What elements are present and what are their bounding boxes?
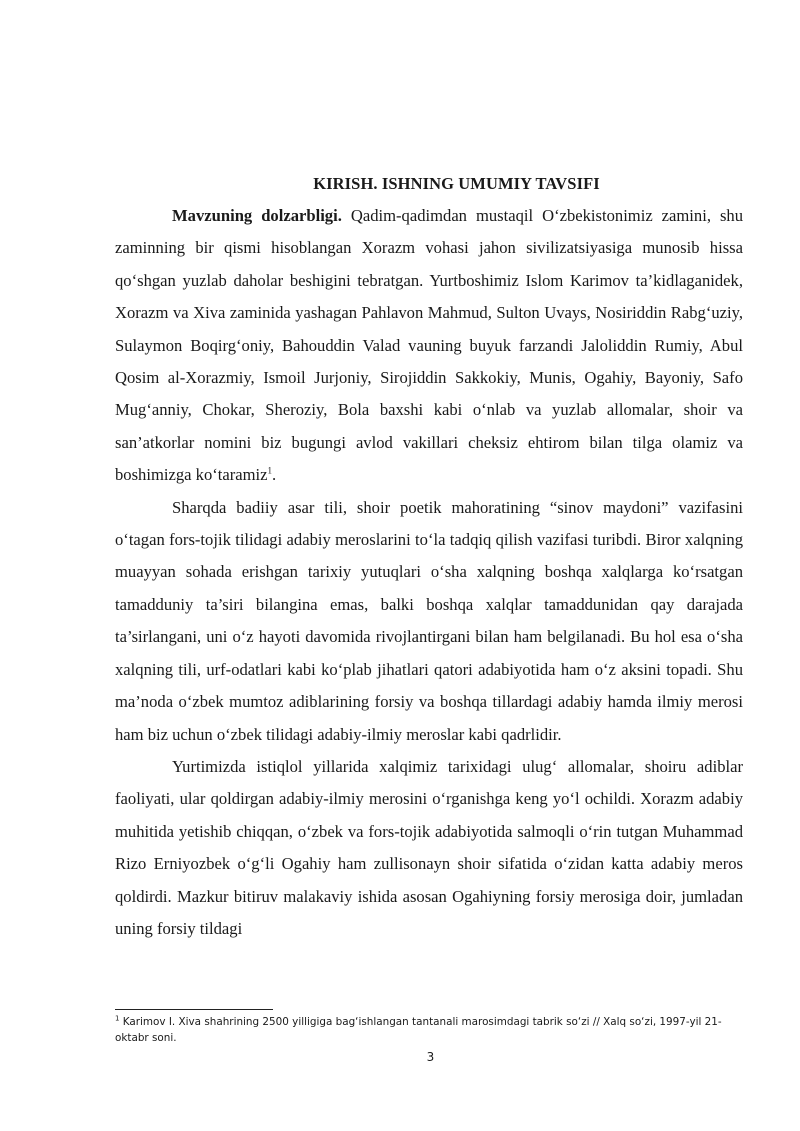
footnote-separator [115,1009,273,1010]
footnote-reference[interactable]: 1 [267,465,273,476]
paragraph-independence: Yurtimizda istiqlol yillarida xalqimiz tarixidagi ulug‘ allomalar, shoiru adiblar faoliyati, ular qoldirgan adabiy-ilmiy merosini o‘rganishga keng yo‘l ochildi. Xorazm adabiy muhitida yetishib chiqqan, o‘zbek va fors-tojik adabiyotida salmoqli o‘rin tutgan Muhammad Rizo Erniyozbek o‘g‘li Ogahiy ham zullisonayn shoir sifatida o‘zidan katta adabiy meros qoldirdi. Mazkur bitiruv malakaviy ishida asosan Ogahiyning forsiy merosiga doir, jumladan uning forsiy tildagi [115,756,743,938]
footnote-text: Karimov I. Xiva shahrining 2500 yilligiga bag‘ishlangan tantanali marosimdagi tabrik so‘zi // Xalq so‘zi, 1997-yil 21-oktabr soni. [115,1016,722,1044]
paragraph-lead: Mavzuning dolzarbligi. [172,206,342,225]
section-heading: KIRISH. ISHNING UMUMIY TAVSIFI [313,174,600,193]
footnote [115,1015,747,1046]
body-text [115,200,743,945]
paragraph-text: Qadim-qadimdan mustaqil O‘zbekistonimiz zamini, shu zaminning bir qismi hisoblangan Xorazm vohasi jahon sivilizatsiyasiga munosib hissa qo‘shgan yuzlab daholar beshigini tebratgan. Yurtboshimiz Islom Karimov ta’kidlaganidek, Xorazm va Xiva zaminida yashagan Pahlavon Mahmud, Sulton Uvays, Nosiriddin Rabg‘uziy, Sulaymon Boqirg‘oniy, Bahouddin Valad vauning buyuk farzandi Jaloliddin Rumiy, Abul Qosim al-Xorazmiy, Ismoil Jurjoniy, Sirojiddin Sakkokiy, Munis, Ogahiy, Bayoniy, Safo Mug‘anniy, Chokar, Sheroziy, Bola baxshi kabi o‘nlab va yuzlab allomalar, shoir va san’atkorlar nomini biz bugungi avlod vakillari cheksiz ehtirom bilan tilga olamiz va boshimizga ko‘taramiz [115,206,744,485]
page-number: 3 [426,1050,435,1064]
paragraph-end: . [272,465,277,485]
paragraph-relevance [115,200,743,492]
paragraph-language: Sharqda badiiy asar tili, shoir poetik mahoratining “sinov maydoni” vazifasini o‘tagan fors-tojik tilidagi adabiy meroslarini to‘la tadqiq qilish vazifasi turibdi. Biror xalqning muayyan sohada erishgan tarixiy yutuqlari o‘sha xalqning boshqa xalqlarga ko‘rsatgan tamadduniy ta’siri bilangina emas, balki boshqa xalqlar tamaddunidan qay darajada ta’sirlangani, uni o‘z hayoti davomida rivojlantirgani bilan ham belgilanadi. Bu hol esa o‘sha xalqning tili, urf-odatlari kabi ko‘plab jihatlari qatori adabiyotida ham o‘z aksini topadi. Shu ma’noda o‘zbek mumtoz adiblarining forsiy va boshqa tillardagi adabiy hamda ilmiy merosi ham biz uchun o‘zbek tilidagi adabiy-ilmiy meroslar kabi qadrlidir. [115,497,743,744]
footnote-marker: 1 [115,1014,120,1023]
